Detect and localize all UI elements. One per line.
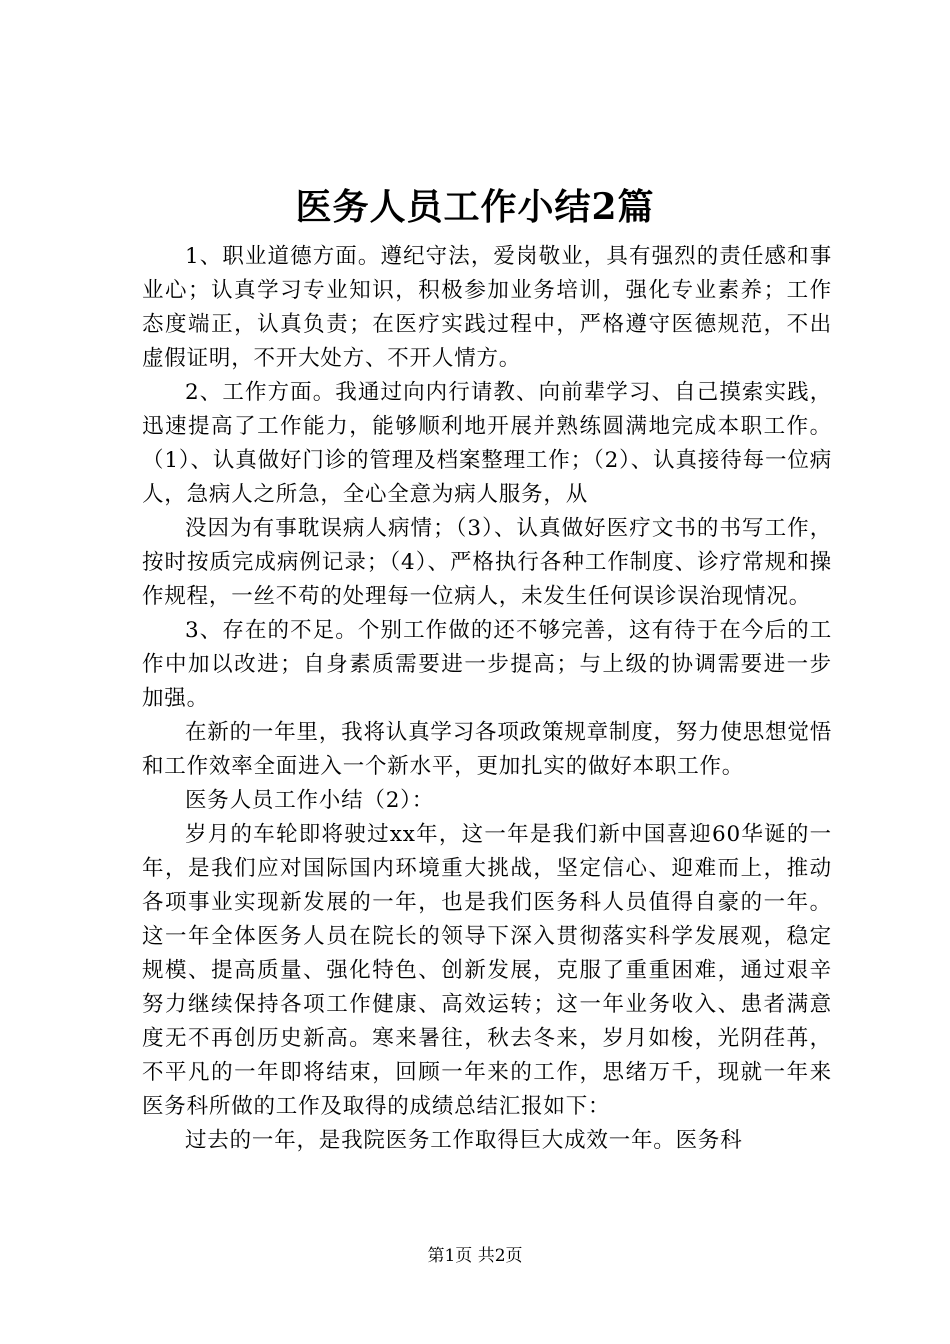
paragraph-year-review: 岁月的车轮即将驶过xx年，这一年是我们新中国喜迎60华诞的一年，是我们应对国际国内环境重大挑战，坚定信心、迎难而上，推动各项事业实现新发展的一年，也是我们医务科人员值得自豪的一年。这一年全体医务人员在院长的领导下深入贯彻落实科学发展观，稳定规模、提高质量、强化特色、创新发展，克服了重重困难，通过艰辛努力继续保持各项工作健康、高效运转；这一年业务收入、患者满意度无不再创历史新高。寒来暑往，秋去冬来，岁月如梭，光阴荏苒，不平凡的一年即将结束，回顾一年来的工作，思绪万千，现就一年来医务科所做的工作及取得的成绩总结汇报如下： [142, 822, 832, 1119]
section-heading-summary-2: 医务人员工作小结（2）： [185, 788, 435, 813]
paragraph-work: 2、工作方面。我通过向内行请教、向前辈学习、自己摸索实践，迅速提高了工作能力，能够顺利地开展并熟练圆满地完成本职工作。（1）、认真做好门诊的管理及档案整理工作；（2）、认真接待每一位病人，急病人之所急，全心全意为病人服务，从 [142, 380, 832, 507]
paragraph-past-year: 过去的一年，是我院医务工作取得巨大成效一年。医务科 [185, 1128, 743, 1153]
paragraph-ethics: 1、职业道德方面。遵纪守法，爱岗敬业，具有强烈的责任感和事业心；认真学习专业知识，积极参加业务培训，强化专业素养；工作态度端正，认真负责；在医疗实践过程中，严格遵守医德规范，不出虚假证明，不开大处方、不开人情方。 [142, 244, 832, 371]
paragraph-shortcomings: 3、存在的不足。个别工作做的还不够完善，这有待于在今后的工作中加以改进；自身素质需要进一步提高；与上级的协调需要进一步加强。 [142, 618, 832, 711]
document-title: 医务人员工作小结2篇 [295, 186, 655, 228]
page-footer: 第1页 共2页 [427, 1246, 523, 1266]
paragraph-new-year: 在新的一年里，我将认真学习各项政策规章制度，努力使思想觉悟和工作效率全面进入一个新水平，更加扎实的做好本职工作。 [142, 720, 832, 779]
document-body [142, 240, 832, 1158]
paragraph-work-continued: 没因为有事耽误病人病情；（3）、认真做好医疗文书的书写工作，按时按质完成病例记录；（4）、严格执行各种工作制度、诊疗常规和操作规程，一丝不苟的处理每一位病人，未发生任何误诊误治现情况。 [142, 516, 832, 609]
